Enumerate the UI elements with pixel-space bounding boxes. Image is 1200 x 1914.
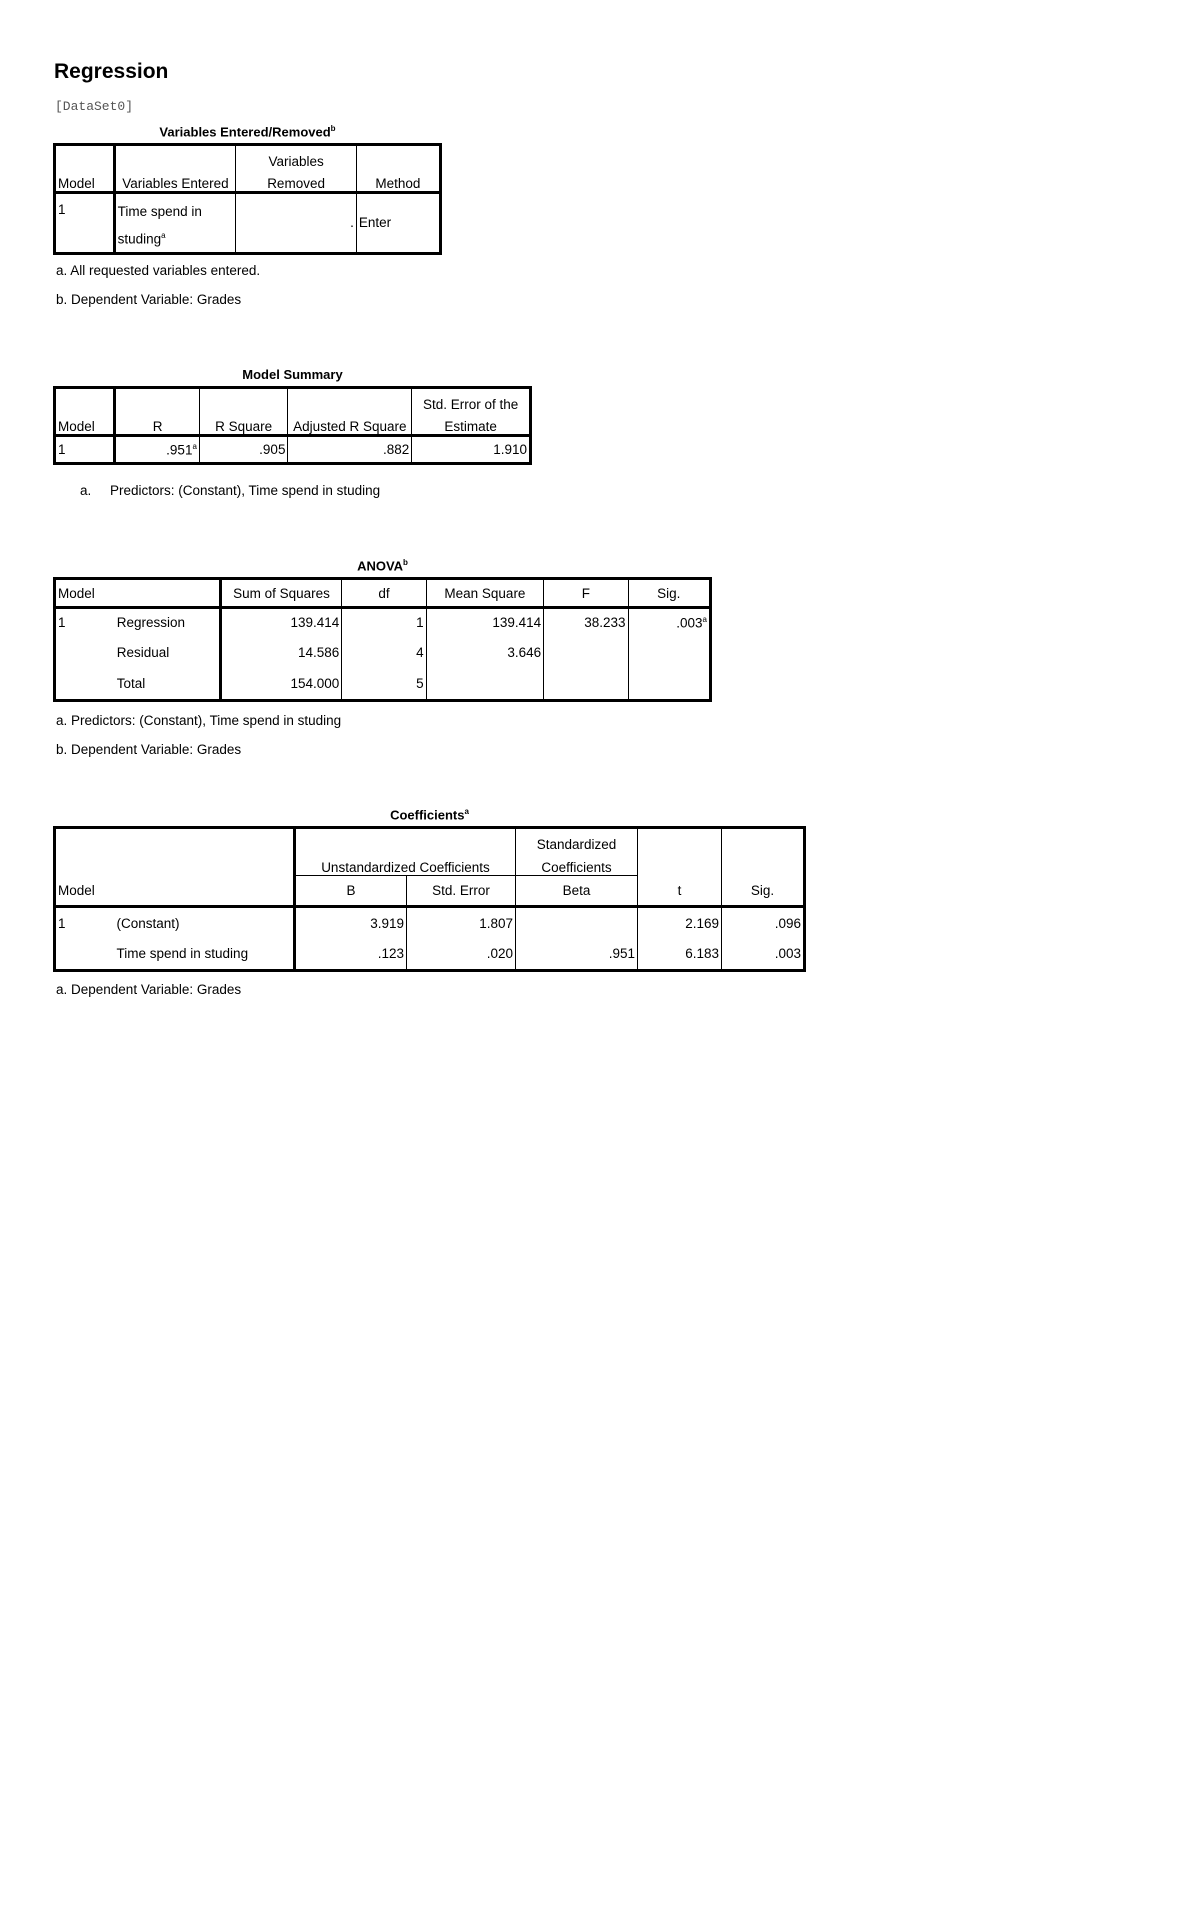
coefficients-table bbox=[53, 826, 806, 972]
header-model: Model bbox=[55, 412, 115, 436]
header-standardized: Standardized bbox=[516, 828, 638, 852]
cell-label: (Constant) bbox=[115, 907, 295, 939]
cell-r: .951$^a$ bbox=[115, 436, 200, 464]
anova-caption: ANOVA$^b$ bbox=[357, 558, 408, 574]
header-row bbox=[55, 145, 441, 169]
cell-beta: .951 bbox=[516, 939, 638, 971]
header-f: F bbox=[544, 579, 628, 608]
footnote-letter: a. bbox=[80, 483, 92, 498]
cell-entered: Time spend in studing$^a$ bbox=[114, 193, 236, 254]
cell-adj-r-square: .882 bbox=[288, 436, 412, 464]
cell-ms: 139.414 bbox=[426, 608, 544, 639]
cell-ss: 154.000 bbox=[220, 670, 342, 701]
footnote: b. Dependent Variable: Grades bbox=[56, 292, 242, 307]
header-row bbox=[55, 876, 805, 907]
header-std-error: Std. Error of the bbox=[422, 396, 519, 412]
anova-table bbox=[53, 577, 712, 702]
variables-entered-table bbox=[53, 143, 442, 255]
header-r: R bbox=[115, 412, 200, 436]
coefficients-caption: Coefficients$^a$ bbox=[390, 807, 469, 823]
footnote: b. Dependent Variable: Grades bbox=[56, 742, 242, 757]
model-summary-table bbox=[53, 386, 532, 465]
table-row bbox=[55, 608, 711, 639]
header-unstandardized: Unstandardized Coefficients bbox=[295, 852, 516, 876]
header-row bbox=[55, 852, 805, 876]
header-model: Model bbox=[55, 876, 295, 907]
cell-ss: 14.586 bbox=[220, 639, 342, 670]
header-row bbox=[55, 828, 805, 852]
cell-beta bbox=[516, 907, 638, 939]
header-method: Method bbox=[375, 176, 421, 191]
variables-entered-caption: Variables Entered/Removed$^b$ bbox=[159, 124, 336, 140]
header-removed: Variables bbox=[236, 145, 357, 169]
cell-sig: .096 bbox=[774, 915, 801, 931]
cell-std-error: 1.807 bbox=[407, 907, 516, 939]
cell-sig: .003$^a$ bbox=[676, 615, 707, 631]
header-removed: Removed bbox=[236, 169, 357, 193]
cell-t: 2.169 bbox=[638, 907, 722, 939]
header-adj-r-square: Adjusted R Square bbox=[288, 412, 412, 436]
cell-df: 5 bbox=[342, 670, 426, 701]
header-df: df bbox=[342, 579, 426, 608]
cell-b: .123 bbox=[295, 939, 407, 971]
header-sig: Sig. bbox=[750, 882, 775, 898]
cell-df: 1 bbox=[342, 608, 426, 639]
table-row bbox=[55, 436, 531, 464]
footnote: a. Dependent Variable: Grades bbox=[56, 982, 242, 997]
header-model: Model bbox=[55, 579, 221, 608]
footnote: Predictors: (Constant), Time spend in studing bbox=[110, 483, 381, 498]
header-entered: Variables Entered bbox=[114, 169, 236, 193]
header-b: B bbox=[295, 876, 407, 907]
cell-removed: . bbox=[236, 193, 357, 254]
header-model: Model bbox=[55, 169, 115, 193]
table-row bbox=[55, 939, 805, 971]
page-title: Regression bbox=[54, 60, 169, 83]
cell-t: 6.183 bbox=[638, 939, 722, 971]
model-summary-caption: Model Summary bbox=[242, 367, 343, 382]
dataset-label: [DataSet0] bbox=[55, 99, 134, 114]
cell-label: Regression bbox=[115, 608, 220, 639]
cell-label: Time spend in studing bbox=[115, 939, 295, 971]
footnote: a. Predictors: (Constant), Time spend in studing bbox=[56, 713, 342, 728]
header-beta: Beta bbox=[516, 876, 638, 907]
cell-r-square: .905 bbox=[199, 436, 288, 464]
cell-model: 1 bbox=[55, 193, 115, 254]
cell-label: Residual bbox=[115, 639, 220, 670]
cell-std-error: .020 bbox=[407, 939, 516, 971]
header-row bbox=[55, 388, 531, 412]
cell-sig: .003 bbox=[774, 946, 801, 962]
table-row bbox=[55, 670, 711, 701]
header-row bbox=[55, 412, 531, 436]
header-sum-of-squares: Sum of Squares bbox=[220, 579, 342, 608]
header-std-error: Estimate bbox=[444, 419, 497, 434]
cell-ss: 139.414 bbox=[220, 608, 342, 639]
cell-model: 1 bbox=[55, 436, 115, 464]
header-std-error: Std. Error bbox=[407, 876, 516, 907]
cell-method: Enter bbox=[358, 215, 392, 231]
cell-label: Total bbox=[115, 670, 220, 701]
header-mean-square: Mean Square bbox=[426, 579, 544, 608]
header-t: t bbox=[638, 876, 722, 907]
cell-ms: 3.646 bbox=[426, 639, 544, 670]
cell-f: 38.233 bbox=[544, 608, 628, 639]
table-row bbox=[55, 193, 441, 254]
header-sig: Sig. bbox=[657, 585, 681, 601]
cell-model: 1 bbox=[58, 915, 66, 931]
table-row bbox=[55, 907, 805, 939]
header-r-square: R Square bbox=[199, 412, 288, 436]
cell-std-error: 1.910 bbox=[493, 442, 527, 457]
cell-df: 4 bbox=[342, 639, 426, 670]
cell-b: 3.919 bbox=[295, 907, 407, 939]
footnote: a. All requested variables entered. bbox=[56, 263, 261, 278]
header-row bbox=[55, 579, 711, 608]
header-row bbox=[55, 169, 441, 193]
header-standardized: Coefficients bbox=[516, 852, 638, 876]
table-row bbox=[55, 639, 711, 670]
cell-model: 1 bbox=[58, 615, 66, 630]
